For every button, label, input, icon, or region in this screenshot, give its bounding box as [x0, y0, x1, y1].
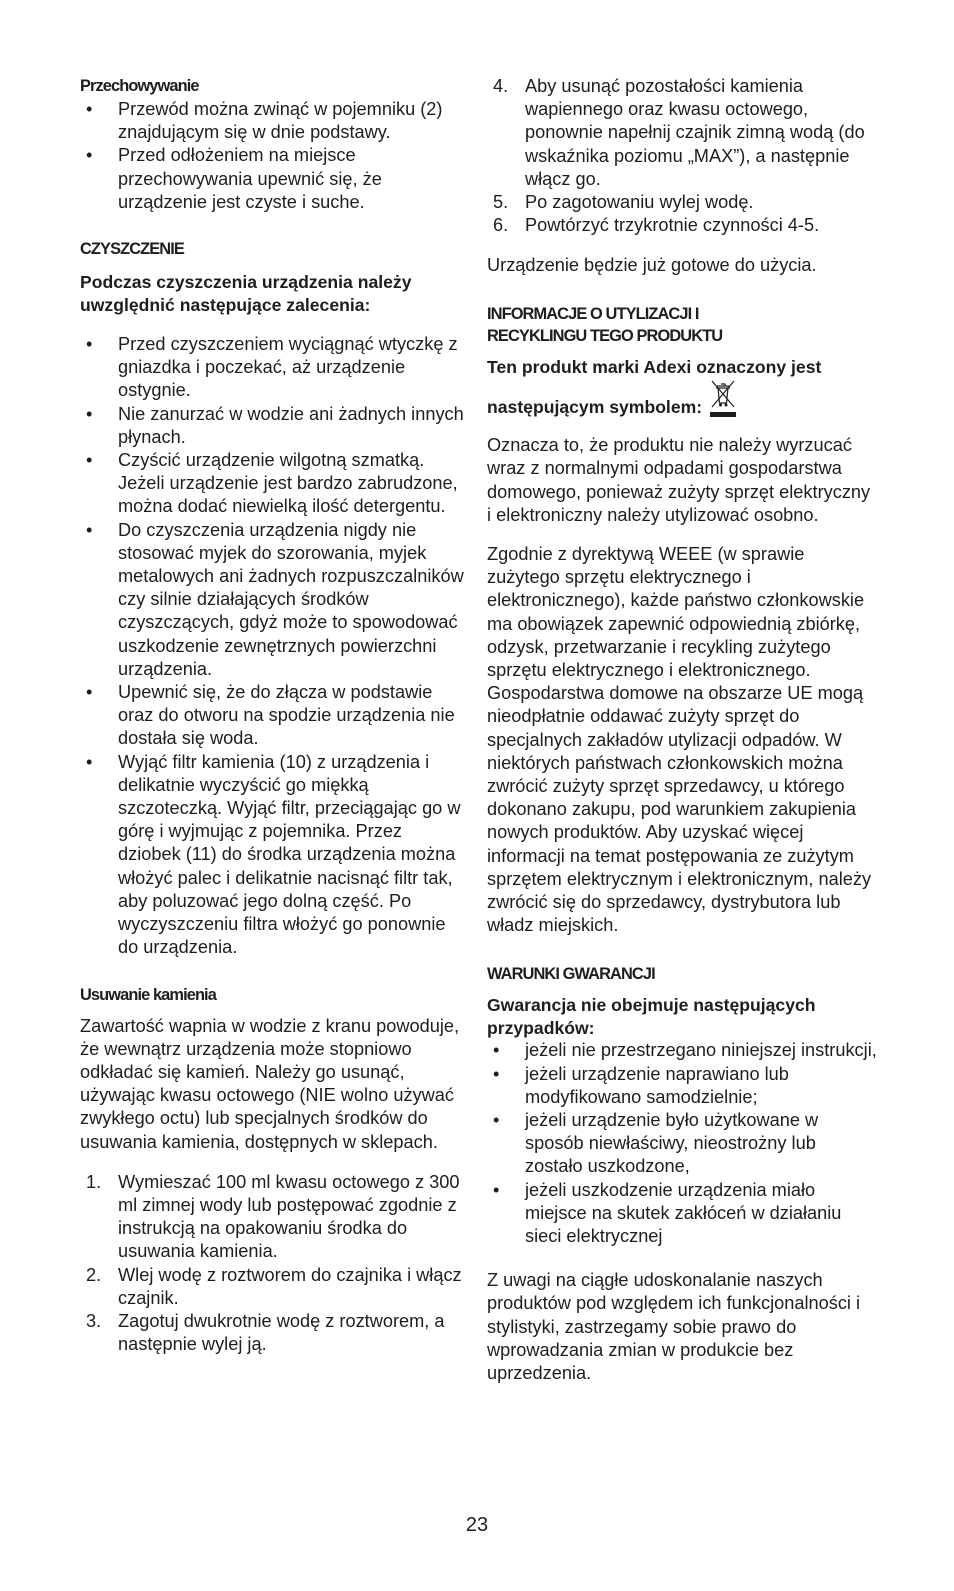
bullet: • — [86, 450, 93, 471]
bullet: • — [493, 1040, 500, 1061]
ready-text: Urządzenie będzie już gotowe do użycia. — [487, 255, 817, 276]
list-item: • jeżeli nie przestrzegano niniejszej instrukcji, — [487, 1039, 877, 1062]
bullet: • — [493, 1179, 500, 1200]
list-item: • Upewnić się, że do złącza w podstawie oraz do otworu na spodzie urządzenia nie dostała się woda. — [86, 682, 455, 749]
bullet: • — [86, 145, 93, 166]
list-item: • Przed czyszczeniem wyciągnąć wtyczkę z gniazdka i poczekać, aż urządzenie ostygnie. — [86, 334, 458, 401]
list-item: 3. Zagotuj dwukrotnie wodę z roztworem, a następnie wylej ją. — [86, 1310, 445, 1355]
bullet: • — [86, 334, 93, 355]
cleaning-heading: CZYSZCZENIE — [80, 240, 184, 259]
list-item: 5. Po zagotowaniu wylej wodę. — [487, 191, 877, 214]
warranty-heading: WARUNKI GWARANCJI — [487, 965, 655, 984]
list-item: 1. Wymieszać 100 ml kwasu octowego z 300 ml zimnej wody lub postępować zgodnie z instrukcją na opakowaniu środka do usuwania kamienia. — [86, 1171, 460, 1262]
bullet: • — [86, 751, 93, 772]
bullet: • — [86, 99, 93, 119]
list-item: • Przewód można zwinąć w pojemniku (2) znajdującym się w dnie podstawy. — [86, 99, 443, 143]
step-number: 6. — [493, 215, 509, 236]
bullet: • — [493, 1110, 500, 1130]
warranty-list — [487, 1039, 877, 1248]
step-number: 2. — [86, 1264, 102, 1285]
crossed-out-wheeled-bin-icon — [708, 376, 738, 420]
descale-steps-right — [487, 75, 877, 237]
recycling-heading-line-1: INFORMACJE O UTYLIZACJI I — [487, 304, 699, 323]
descale-heading: Usuwanie kamienia — [80, 985, 216, 1004]
recycling-bold-line-2: następującym symbolem: — [487, 396, 703, 417]
list-item: 2. Wlej wodę z roztworem do czajnika i włącz czajnik. — [86, 1264, 462, 1308]
descale-steps-left — [80, 1171, 465, 1357]
list-item: • jeżeli urządzenie naprawiano lub modyfikowano samodzielnie; — [493, 1063, 789, 1107]
list-item: 6. Powtórzyć trzykrotnie czynności 4-5. — [487, 214, 877, 237]
bullet: • — [86, 403, 93, 424]
cleaning-intro: Podczas czyszczenia urządzenia należy uwzględnić następujące zalecenia: — [80, 272, 412, 315]
bullet: • — [86, 519, 93, 540]
descale-paragraph: Zawartość wapnia w wodzie z kranu powoduje, że wewnątrz urządzenia może stopniowo odkładać się kamień. Należy go usunąć, używając kwasu octowego (NIE wolno używać zwykłego octu) lub specjalnych środków do usuwania kamienia, dostępnych w sklepach. — [80, 1015, 460, 1152]
list-item: • Wyjąć filtr kamienia (10) z urządzenia i delikatnie wyczyścić go miękką szczoteczką. Wyjąć filtr, przeciągając go w górę i wyjmując z pojemnika. Przez dziobek (11) do środka urządzenia można włożyć palec i delikatnie nacisnąć filtr tak, aby poluzować jego dolną część. Po wyczyszczeniu filtra włożyć go ponownie do urządzenia. — [86, 751, 461, 958]
list-item: • Nie zanurzać w wodzie ani żadnych innych płynach. — [86, 403, 464, 447]
cleaning-list — [80, 333, 465, 959]
storage-heading: Przechowywanie — [80, 77, 199, 95]
recycling-paragraph-2: Zgodnie z dyrektywą WEEE (w sprawie zużytego sprzętu elektrycznego i elektronicznego), każde państwo członkowskie ma obowiązek zapewnić odpowiednią zbiórkę, odzysk, przetwarzanie i recykling zużytego sprzętu elektrycznego i elektronicznego. Gospodarstwa domowe na obszarze UE mogą nieodpłatnie oddawać zużyty sprzęt do specjalnych zakładów utylizacji odpadów. W niektórych państwach członkowskich można zwrócić zużyty sprzęt sprzedawcy, u którego dokonano zakupu, pod warunkiem zakupienia nowych produktów. Aby uzyskać więcej informacji na temat postępowania ze zużytym sprzętem elektrycznym i elektronicznym, należy zwrócić się do sprzedawcy, dystrybutora lub władz miejskich. — [487, 543, 872, 936]
list-item: • Do czyszczenia urządzenia nigdy nie stosować myjek do szorowania, myjek metalowych ani żadnych rozpuszczalników czy silnie działających środków czyszczących, gdyż może to spowodować uszkodzenie zewnętrznych powierzchni urządzenia. — [86, 519, 464, 679]
bullet: • — [493, 1063, 500, 1084]
recycling-heading-line-2: RECYKLINGU TEGO PRODUKTU — [487, 326, 723, 345]
recycling-paragraph-1: Oznacza to, że produktu nie należy wyrzucać wraz z normalnymi odpadami gospodarstwa domowego, ponieważ zużyty sprzęt elektryczny i elektroniczny należy utylizować osobno. — [487, 435, 871, 525]
list-item: • jeżeli urządzenie było użytkowane w sposób niewłaściwy, nieostrożny lub zostało uszkodzone, — [493, 1110, 819, 1177]
closing-paragraph: Z uwagi na ciągłe udoskonalanie naszych produktów pod względem ich funkcjonalności i stylistyki, zastrzegamy sobie prawo do wprowadzania zmian w produkcie bez uprzedzenia. — [487, 1270, 861, 1384]
recycling-bold-line-1: Ten produkt marki Adexi oznaczony jest — [487, 356, 822, 377]
list-item: • Czyścić urządzenie wilgotną szmatką. Jeżeli urządzenie jest bardzo zabrudzone, można dodać niewielką ilość detergentu. — [86, 450, 458, 517]
step-number: 5. — [493, 192, 509, 213]
page-number: 23 — [465, 1514, 489, 1536]
list-item: 4. Aby usunąć pozostałości kamienia wapiennego oraz kwasu octowego, ponownie napełnij czajnik zimną wodą (do wskaźnika poziomu „MAX”), a następnie włącz go. — [493, 76, 865, 189]
step-number: 4. — [493, 76, 509, 96]
symbol-line — [487, 376, 877, 420]
bullet: • — [86, 682, 93, 703]
list-item: • Przed odłożeniem na miejsce przechowywania upewnić się, że urządzenie jest czyste i suche. — [86, 145, 382, 212]
step-number: 3. — [86, 1310, 102, 1331]
storage-list — [80, 98, 465, 214]
left-column — [80, 75, 465, 1356]
step-number: 1. — [86, 1171, 102, 1192]
right-column — [487, 75, 877, 1385]
warranty-intro: Gwarancja nie obejmuje następujących przypadków: — [487, 995, 816, 1038]
list-item: • jeżeli uszkodzenie urządzenia miało miejsce na skutek zakłóceń w działaniu sieci elektrycznej — [493, 1179, 842, 1247]
